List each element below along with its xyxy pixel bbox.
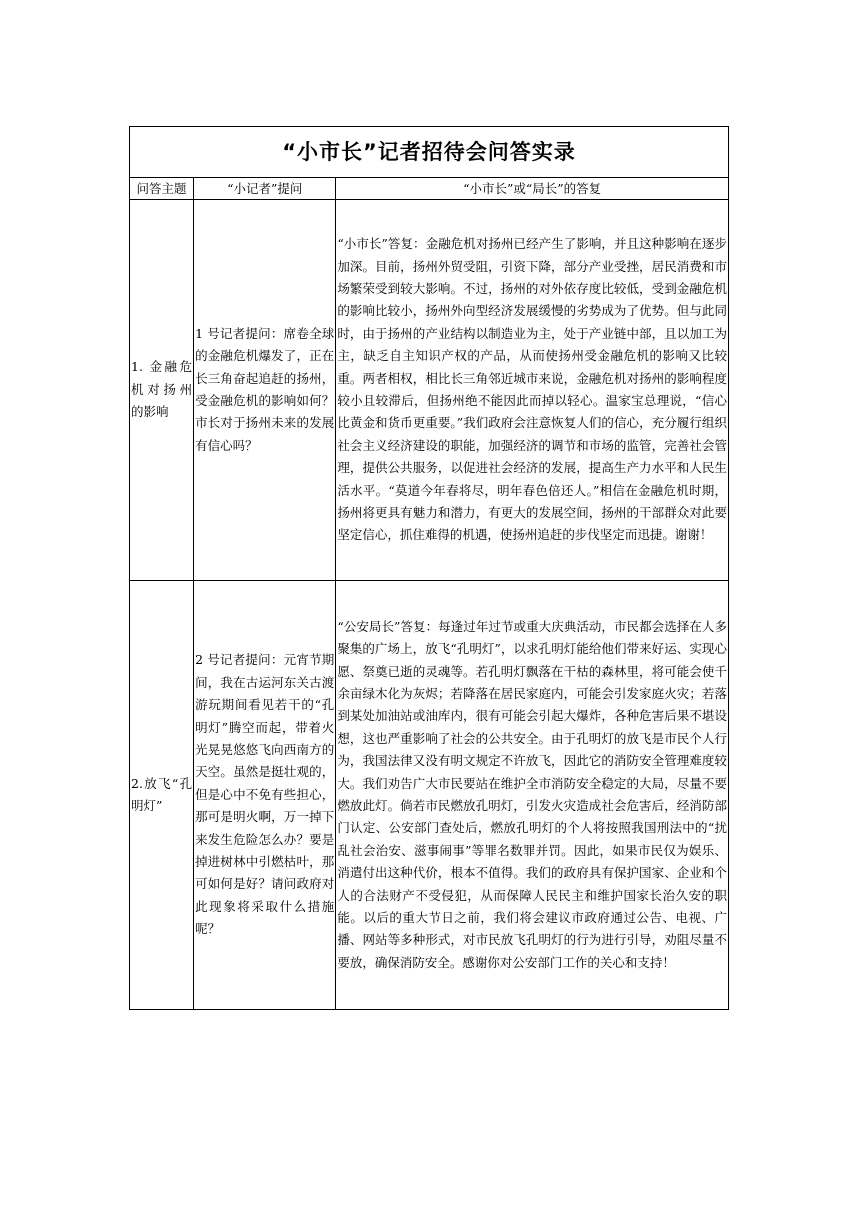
qa-table bbox=[129, 126, 729, 1010]
question-cell: 1 号记者提问：席卷全球的金融危机爆发了，正在长三角奋起追赶的扬州，受金融危机的影响如何？市长对于扬州未来的发展有信心吗？ bbox=[194, 200, 336, 581]
table-row bbox=[130, 581, 729, 1010]
document-title: “小市长”记者招待会问答实录 bbox=[130, 127, 729, 178]
table-row bbox=[130, 200, 729, 581]
topic-cell: 2.放飞“孔明灯” bbox=[130, 581, 194, 1010]
answer-cell: “公安局长”答复：每逢过年过节或重大庆典活动，市民都会选择在人多聚集的广场上，放飞“孔明灯”，以求孔明灯能给他们带来好运、实现心愿、祭奠已逝的灵魂等。若孔明灯飘落在干枯的森林里，将可能会使千余亩绿木化为灰烬；若降落在居民家庭内，可能会引发家庭火灾；若落到某处加油站或油库内，很有可能会引起大爆炸，各种危害后果不堪设想，这也严重影响了社会的公共安全。由于孔明灯的放飞是市民个人行为，我国法律又没有明文规定不许放飞，因此它的消防安全管理难度较大。我们劝告广大市民要站在维护全市消防安全稳定的大局，尽量不要燃放此灯。倘若市民燃放孔明灯，引发火灾造成社会危害后，经消防部门认定、公安部门查处后，燃放孔明灯的个人将按照我国刑法中的“扰乱社会治安、滋事闹事”等罪名数罪并罚。因此，如果市民仅为娱乐、消遣付出这种代价，根本不值得。我们的政府具有保护国家、企业和个人的合法财产不受侵犯，从而保障人民民主和维护国家长治久安的职能。以后的重大节日之前，我们将会建议市政府通过公告、电视、广播、网站等多种形式，对市民放飞孔明灯的行为进行引导，劝阻尽量不要放，确保消防安全。感谢你对公安部门工作的关心和支持！ bbox=[336, 581, 729, 1010]
header-answer: “小市长”或“局长”的答复 bbox=[336, 178, 729, 200]
answer-cell: “小市长”答复：金融危机对扬州已经产生了影响，并且这种影响在逐步加深。目前，扬州外贸受阻，引资下降，部分产业受挫，居民消费和市场繁荣受到较大影响。不过，扬州的对外依存度比较低，受到金融危机的影响比较小，扬州外向型经济发展缓慢的劣势成为了优势。但与此同时，由于扬州的产业结构以制造业为主，处于产业链中部，且以加工为主，缺乏自主知识产权的产品，从而使扬州受金融危机的影响又比较重。两者相权，相比长三角邻近城市来说，金融危机对扬州的影响程度较小且较滞后，但扬州绝不能因此而掉以轻心。温家宝总理说，“信心比黄金和货币更重要。”我们政府会注意恢复人们的信心，充分履行组织社会主义经济建设的职能，加强经济的调节和市场的监管，完善社会管理，提供公共服务，以促进社会经济的发展，提高生产力水平和人民生活水平。“莫道今年春将尽，明年春色倍还人。”相信在金融危机时期，扬州将更具有魅力和潜力，有更大的发展空间，扬州的干部群众对此要坚定信心，抓住难得的机遇，使扬州追赶的步伐坚定而迅捷。谢谢！ bbox=[336, 200, 729, 581]
question-cell: 2 号记者提问：元宵节期间，我在古运河东关古渡游玩期间看见若干的“孔明灯”腾空而起，带着火光晃晃悠悠飞向西南方的天空。虽然是挺壮观的，但是心中不免有些担心，那可是明火啊，万一掉下来发生危险怎么办？要是掉进树林中引燃枯叶，那可如何是好？请问政府对此现象将采取什么措施呢？ bbox=[194, 581, 336, 1010]
topic-cell: 1. 金融危机对扬州的影响 bbox=[130, 200, 194, 581]
header-topic: 问答主题 bbox=[130, 178, 194, 200]
header-question: “小记者”提问 bbox=[194, 178, 336, 200]
table-header-row bbox=[130, 178, 729, 200]
